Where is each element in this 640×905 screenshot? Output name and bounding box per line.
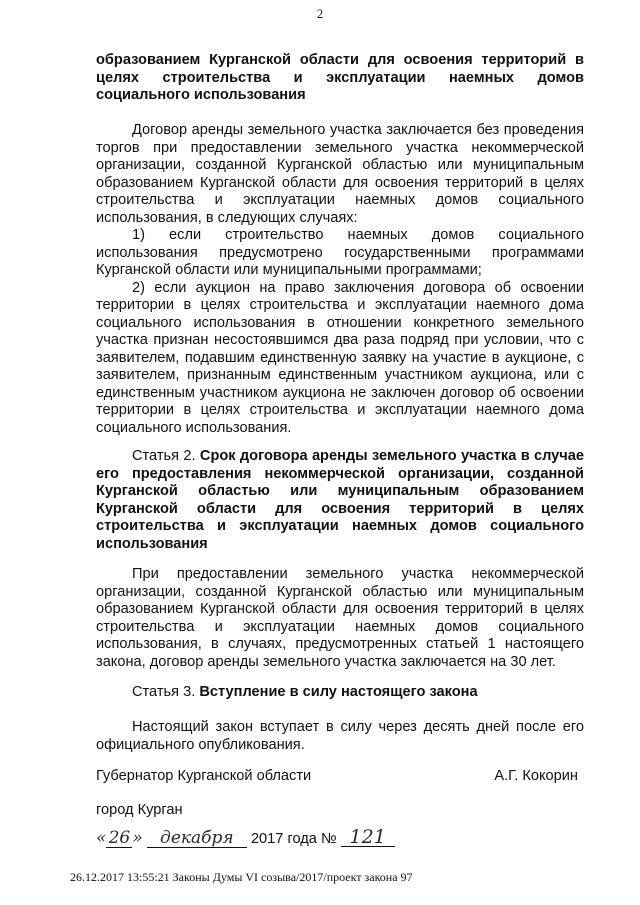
law-number: 121 <box>341 828 395 847</box>
city-line: город Курган <box>96 802 183 818</box>
date-close-quote: » <box>132 828 143 848</box>
page-number: 2 <box>316 6 324 21</box>
article2-title: Срок договора аренды земельного участка в случае его предоставления некоммерческой организации, созданной Курганской областью или муниципальным образованием Курганской области для освоения территорий в целях строительства и эксплуатации наемных домов социального использования <box>96 448 585 552</box>
footer-metadata: 26.12.2017 13:55:21 Законы Думы VI созыва/2017/проект закона 97 <box>70 870 413 884</box>
article1-item1: 1) если строительство наемных домов социального использования предусмотрено государственными программами Курганской области или муниципальными программами; <box>96 227 584 278</box>
article3-title: Вступление в силу настоящего закона <box>199 684 478 700</box>
article2-heading <box>96 448 584 553</box>
date-day: 26 <box>106 829 132 848</box>
governor-name: А.Г. Кокорин <box>494 768 578 784</box>
heading-continuation: образованием Курганской области для освоения территорий в целях строительства и эксплуатации наемных домов социального использования <box>96 52 584 103</box>
article2-text: При предоставлении земельного участка некоммерческой организации, созданной Курганской областью или муниципальным образованием Курганской области для освоения территорий в целях строительства и эксплуатации наемных домов социального использования, в случаях, предусмотренных статьей 1 настоящего закона, договор аренды земельного участка заключается на 30 лет. <box>96 566 584 670</box>
article3-heading <box>96 684 584 702</box>
article2-label: Статья 2. <box>132 448 196 464</box>
date-line <box>96 828 584 854</box>
article1-body <box>96 122 584 437</box>
governor-title: Губернатор Курганской области <box>96 768 312 784</box>
signature-row <box>96 768 584 784</box>
date-open-quote: « <box>96 828 107 848</box>
article3-label: Статья 3. <box>132 684 196 700</box>
article1-intro: Договор аренды земельного участка заключается без проведения торгов при предоставлении земельного участка некоммерческой организации, созданной Курганской областью или муниципальным образованием Курганской области для освоения территорий в целях строительства и эксплуатации наемных домов социального использования, в следующих случаях: <box>96 122 584 226</box>
article3-text: Настоящий закон вступает в силу через десять дней после его официального опубликования. <box>96 719 584 753</box>
date-year-text: 2017 года № <box>250 831 337 847</box>
article1-item2: 2) если аукцион на право заключения договора об освоении территории в целях строительства и эксплуатации наемного дома социального использования в отношении конкретного земельного участка признан несостоявшимся два раза подряд при условии, что с заявителем, подавшим единственную заявку на участие в аукционе, с заявителем, признанным единственным участником аукциона, или с единственным участником аукциона не заключен договор об освоении территории в целях строительства и эксплуатации наемного дома социального использования. <box>96 279 584 436</box>
date-month: декабря <box>147 829 247 848</box>
